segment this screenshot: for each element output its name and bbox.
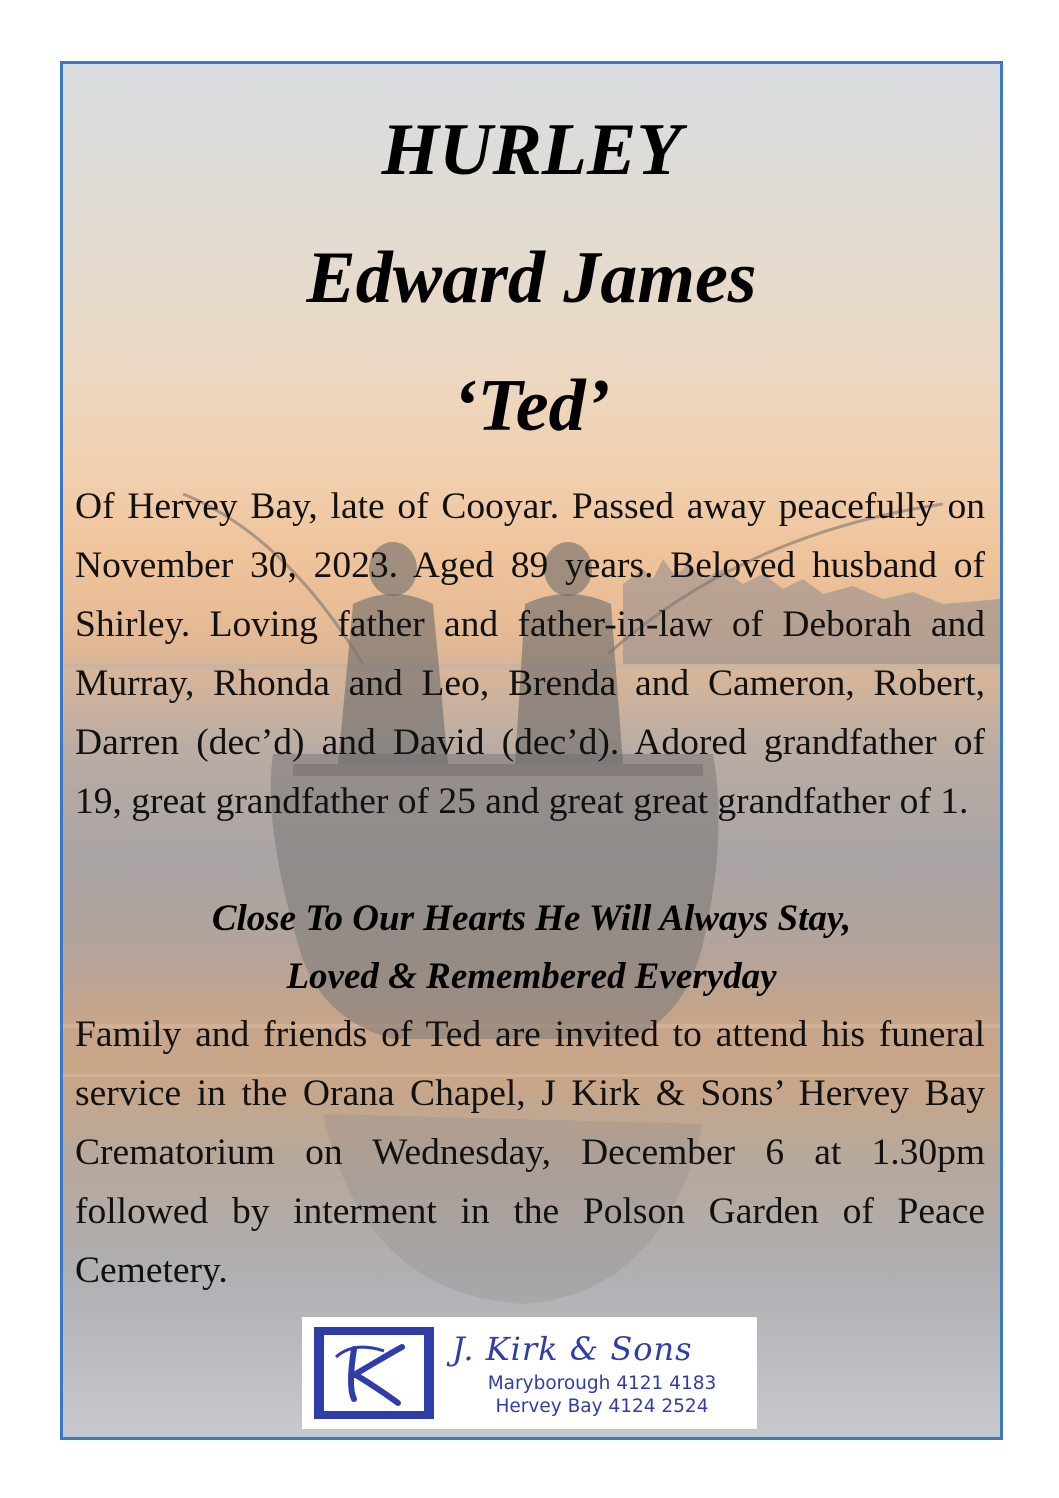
given-names-heading: Edward James bbox=[306, 237, 757, 319]
notice-frame bbox=[60, 61, 1003, 1440]
logo-phone-maryborough: Maryborough 4121 4183 bbox=[487, 1373, 717, 1394]
surname-heading: HURLEY bbox=[381, 109, 682, 191]
logo-company-name: J. Kirk & Sons bbox=[452, 1330, 693, 1368]
funeral-details-paragraph: Family and friends of Ted are invited to attend his funeral service in the Orana Chapel, J Kirk & Sons’ Hervey Bay Crematorium on Wednesday, December 6 at 1.30pm followed by interment in the Polson Garden of Peace Cemetery. bbox=[75, 1014, 985, 1291]
verse-line-1: Close To Our Hearts He Will Always Stay, bbox=[211, 898, 852, 939]
logo-phone-hervey-bay: Hervey Bay 4124 2524 bbox=[495, 1396, 709, 1417]
nickname-heading: ‘Ted’ bbox=[452, 365, 611, 447]
funeral-director-logo bbox=[302, 1317, 757, 1429]
death-notice-paragraph: Of Hervey Bay, late of Cooyar. Passed away peacefully on November 30, 2023. Aged 89 years. Beloved husband of Shirley. Loving father and father-in-law of Deborah and Murray, Rhonda and Leo, Brenda and Cameron, Robert, Darren (dec’d) and David (dec’d). Adored grandfather of 19, great grandfather of 25 and great great grandfather of 1. bbox=[75, 486, 985, 822]
k-monogram-icon bbox=[314, 1327, 434, 1419]
notice-content bbox=[63, 64, 1000, 1437]
verse-line-2: Loved & Remembered Everyday bbox=[286, 956, 777, 997]
